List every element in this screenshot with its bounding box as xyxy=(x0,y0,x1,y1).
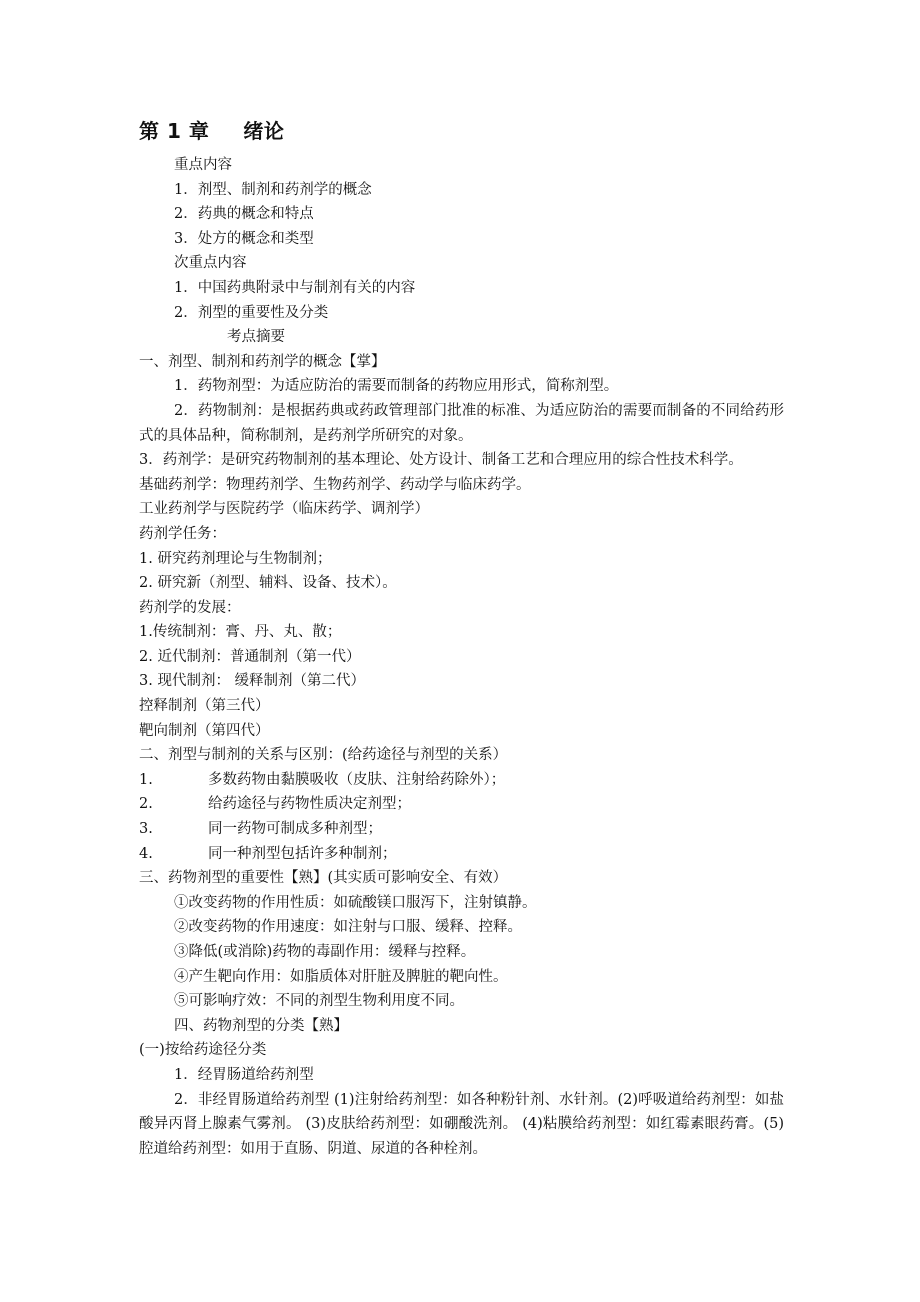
development-item: 3. 现代制剂： 缓释制剂（第二代） xyxy=(139,673,366,690)
development-item: 靶向制剂（第四代） xyxy=(139,722,270,739)
development-item: 2. 近代制剂：普通制剂（第一代） xyxy=(139,648,361,665)
relation-item-number: 2. xyxy=(139,796,153,813)
definition-dosage-form: 1．药物剂型：为适应防治的需要而制备的药物应用形式，简称剂型。 xyxy=(174,378,619,395)
development-item: 1.传统制剂：膏、丹、丸、散； xyxy=(139,624,342,641)
secondary-point-item: 1．中国药典附录中与制剂有关的内容 xyxy=(174,279,416,296)
relation-item-number: 4. xyxy=(139,845,153,862)
development-item: 控释制剂（第三代） xyxy=(139,698,270,715)
route-gastrointestinal: 1．经胃肠道给药剂型 xyxy=(174,1066,314,1083)
key-point-item: 2．药典的概念和特点 xyxy=(174,206,314,223)
secondary-point-item: 2．剂型的重要性及分类 xyxy=(174,304,329,321)
importance-item: ①改变药物的作用性质：如硫酸镁口服泻下，注射镇静。 xyxy=(174,894,537,911)
relation-item-text: 多数药物由黏膜吸收（皮肤、注射给药除外）； xyxy=(208,771,506,788)
key-point-item: 3．处方的概念和类型 xyxy=(174,230,314,247)
relation-item xyxy=(139,817,784,842)
section4-heading: 四、药物剂型的分类【熟】 xyxy=(174,1017,348,1034)
relation-item xyxy=(139,842,784,867)
relation-item-number: 3. xyxy=(139,821,153,838)
key-points-heading: 重点内容 xyxy=(174,157,232,173)
section1-heading: 一、剂型、制剂和药剂学的概念【掌】 xyxy=(139,353,386,370)
definition-pharmaceutics: 3．药剂学：是研究药物制剂的基本理论、处方设计、制备工艺和合理应用的综合性技术科学。 xyxy=(139,452,743,469)
development-heading: 药剂学的发展： xyxy=(139,599,241,616)
industrial-pharmaceutics: 工业药剂学与医院药学（临床药学、调剂学） xyxy=(139,501,429,518)
importance-item: ⑤可影响疗效：不同的剂型生物利用度不同。 xyxy=(174,993,464,1010)
relation-item xyxy=(139,792,784,817)
chapter-title xyxy=(139,118,784,144)
chapter-number: 第 1 章 xyxy=(139,119,210,143)
relation-item-text: 同一种剂型包括许多种制剂； xyxy=(208,845,397,862)
key-point-item: 1．剂型、制剂和药剂学的概念 xyxy=(174,181,372,198)
secondary-points-heading: 次重点内容 xyxy=(174,255,247,272)
basic-pharmaceutics: 基础药剂学：物理药剂学、生物药剂学、药动学与临床药学。 xyxy=(139,476,531,493)
chapter-name: 绪论 xyxy=(243,119,285,143)
document-page xyxy=(139,118,784,1161)
route-non-gastrointestinal: 2．非经胃肠道给药剂型 (1)注射给药剂型：如各种粉针剂、水针剂。(2)呼吸道给药剂型：如盐酸异丙肾上腺素气雾剂。 (3)皮肤给药剂型：如硼酸洗剂。 (4)粘膜给药剂型：如红霉素眼药膏。(5)腔道给药剂型：如用于直肠、阴道、尿道的各种栓剂。 xyxy=(139,1091,784,1157)
importance-item: ②改变药物的作用速度：如注射与口服、缓释、控释。 xyxy=(174,919,522,936)
task-item: 1. 研究药剂理论与生物制剂； xyxy=(139,550,332,567)
relation-item-text: 给药途径与药物性质决定剂型； xyxy=(208,796,411,813)
importance-item: ④产生靶向作用：如脂质体对肝脏及脾脏的靶向性。 xyxy=(174,968,508,985)
section4-subheading: (一)按给药途径分类 xyxy=(139,1042,267,1059)
section3-heading: 三、药物剂型的重要性【熟】(其实质可影响安全、有效） xyxy=(139,870,508,887)
task-item: 2. 研究新（剂型、辅料、设备、技术）。 xyxy=(139,575,397,592)
relation-item-number: 1. xyxy=(139,771,153,788)
section2-heading: 二、剂型与制剂的关系与区别：(给药途径与剂型的关系） xyxy=(139,747,508,764)
relation-item xyxy=(139,768,784,793)
definition-preparation: 2．药物制剂：是根据药典或药政管理部门批准的标准、为适应防治的需要而制备的不同给药形式的具体品种，简称制剂，是药剂学所研究的对象。 xyxy=(139,402,784,444)
tasks-heading: 药剂学任务： xyxy=(139,525,226,542)
summary-heading: 考点摘要 xyxy=(227,329,285,346)
relation-item-text: 同一药物可制成多种剂型； xyxy=(208,821,382,838)
importance-item: ③降低(或消除)药物的毒副作用：缓释与控释。 xyxy=(174,944,476,960)
